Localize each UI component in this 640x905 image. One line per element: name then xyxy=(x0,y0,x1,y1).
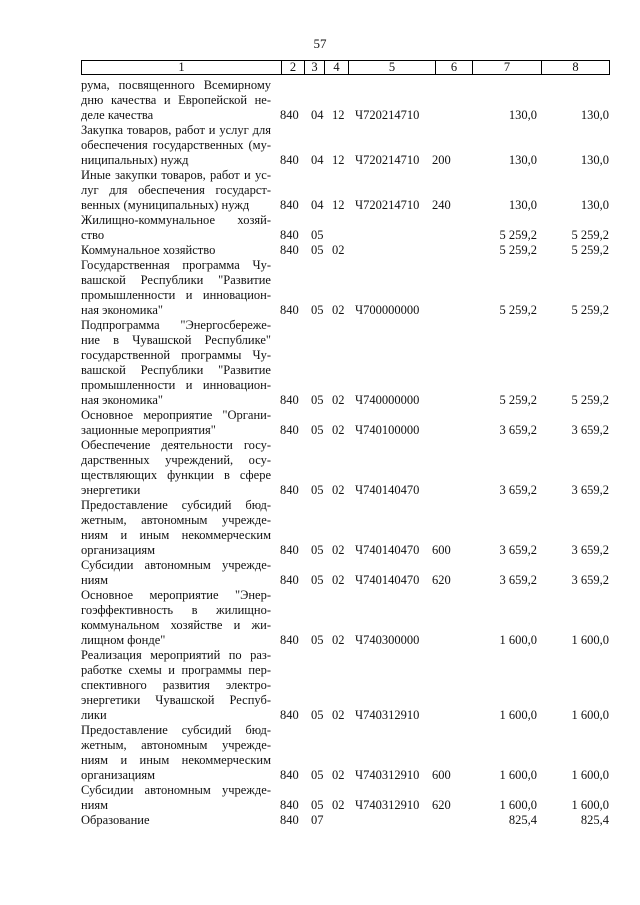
row-description xyxy=(81,123,271,168)
row-code-target-article: Ч740300000 xyxy=(355,633,420,647)
row-amount-year-1: 1 600,0 xyxy=(499,768,537,782)
table-body xyxy=(81,78,610,828)
description-line: обеспечения государственных (му- xyxy=(81,138,271,152)
row-code-ministry: 840 xyxy=(280,153,299,167)
row-code-section: 05 xyxy=(311,423,324,437)
description-line: промышленности и инновацион- xyxy=(81,378,271,392)
description-line: спективного развития электро- xyxy=(81,678,271,692)
row-amount-year-2: 5 259,2 xyxy=(571,228,609,242)
row-amount-year-1: 5 259,2 xyxy=(499,393,537,407)
description-line: энергетики Чувашской Респуб- xyxy=(81,693,271,707)
row-amount-year-2: 5 259,2 xyxy=(571,243,609,257)
header-col-5: 5 xyxy=(348,61,435,74)
description-line: Образование xyxy=(81,813,150,827)
table-header xyxy=(81,60,610,75)
row-code-ministry: 840 xyxy=(280,483,299,497)
row-code-subsection: 02 xyxy=(332,708,345,722)
row-code-ministry: 840 xyxy=(280,573,299,587)
row-amount-year-1: 130,0 xyxy=(508,153,537,167)
row-code-section: 05 xyxy=(311,768,324,782)
row-description xyxy=(81,498,271,558)
row-code-subsection: 12 xyxy=(332,198,345,212)
description-line: коммунальном хозяйстве и жи- xyxy=(81,618,271,632)
row-code-section: 05 xyxy=(311,798,324,812)
table-row xyxy=(81,648,610,723)
row-description xyxy=(81,723,271,783)
description-line: ние в Чувашской Республике" xyxy=(81,333,271,347)
header-col-7: 7 xyxy=(472,61,541,74)
description-line: ниям xyxy=(81,798,109,812)
description-line: Основное мероприятие "Органи- xyxy=(81,408,271,422)
row-amount-year-1: 5 259,2 xyxy=(499,228,537,242)
row-code-ministry: 840 xyxy=(280,423,299,437)
row-code-expense-type: 600 xyxy=(432,768,451,782)
header-col-3: 3 xyxy=(304,61,324,74)
table-row xyxy=(81,213,610,243)
row-code-section: 05 xyxy=(311,708,324,722)
row-amount-year-2: 1 600,0 xyxy=(571,633,609,647)
row-code-target-article: Ч740140470 xyxy=(355,483,420,497)
description-line: деле качества xyxy=(81,108,154,122)
row-code-target-article: Ч740312910 xyxy=(355,768,420,782)
table-row xyxy=(81,438,610,498)
row-code-ministry: 840 xyxy=(280,798,299,812)
row-amount-year-2: 130,0 xyxy=(580,153,609,167)
row-code-section: 05 xyxy=(311,573,324,587)
description-line: организациям xyxy=(81,768,156,782)
row-code-section: 05 xyxy=(311,483,324,497)
description-line: гоэффективность в жилищно- xyxy=(81,603,271,617)
header-col-4: 4 xyxy=(324,61,348,74)
row-amount-year-1: 825,4 xyxy=(508,813,537,827)
description-line: Основное мероприятие "Энер- xyxy=(81,588,271,602)
description-line: рума, посвященного Всемирному xyxy=(81,78,271,92)
table-row xyxy=(81,123,610,168)
description-line: Предоставление субсидий бюд- xyxy=(81,498,271,512)
row-amount-year-2: 1 600,0 xyxy=(571,768,609,782)
table-row xyxy=(81,408,610,438)
description-line: Субсидии автономным учрежде- xyxy=(81,783,271,797)
table-row xyxy=(81,498,610,558)
row-amount-year-1: 130,0 xyxy=(508,198,537,212)
description-line: лики xyxy=(81,708,107,722)
table-row xyxy=(81,318,610,408)
description-line: Коммунальное хозяйство xyxy=(81,243,216,257)
row-code-ministry: 840 xyxy=(280,393,299,407)
table-row xyxy=(81,168,610,213)
table-row xyxy=(81,558,610,588)
header-col-2: 2 xyxy=(281,61,304,74)
row-code-target-article: Ч740312910 xyxy=(355,798,420,812)
row-amount-year-1: 3 659,2 xyxy=(499,423,537,437)
row-description xyxy=(81,813,271,828)
row-amount-year-2: 5 259,2 xyxy=(571,303,609,317)
description-line: Реализация мероприятий по раз- xyxy=(81,648,271,662)
row-code-section: 04 xyxy=(311,153,324,167)
header-col-8: 8 xyxy=(541,61,609,74)
row-description xyxy=(81,438,271,498)
row-code-subsection: 02 xyxy=(332,573,345,587)
description-line: Подпрограмма "Энергосбереже- xyxy=(81,318,271,332)
row-amount-year-2: 825,4 xyxy=(580,813,609,827)
row-amount-year-2: 3 659,2 xyxy=(571,483,609,497)
row-amount-year-1: 5 259,2 xyxy=(499,243,537,257)
row-code-section: 07 xyxy=(311,813,324,827)
row-code-target-article: Ч720214710 xyxy=(355,198,420,212)
description-line: ство xyxy=(81,228,105,242)
row-code-ministry: 840 xyxy=(280,633,299,647)
description-line: ниям xyxy=(81,573,109,587)
description-line: луг для обеспечения государст- xyxy=(81,183,271,197)
row-code-ministry: 840 xyxy=(280,768,299,782)
row-description xyxy=(81,408,271,438)
description-line: ная экономика" xyxy=(81,393,164,407)
page-number: 57 xyxy=(313,36,327,51)
row-code-expense-type: 620 xyxy=(432,798,451,812)
row-code-target-article: Ч740140470 xyxy=(355,573,420,587)
row-code-subsection: 12 xyxy=(332,153,345,167)
description-line: организациям xyxy=(81,543,156,557)
row-code-subsection: 02 xyxy=(332,423,345,437)
row-code-subsection: 12 xyxy=(332,108,345,122)
row-code-subsection: 02 xyxy=(332,798,345,812)
description-line: зационные мероприятия" xyxy=(81,423,216,437)
row-code-target-article: Ч740000000 xyxy=(355,393,420,407)
row-code-section: 04 xyxy=(311,108,324,122)
row-code-subsection: 02 xyxy=(332,543,345,557)
table-row xyxy=(81,588,610,648)
row-amount-year-2: 3 659,2 xyxy=(571,543,609,557)
row-code-ministry: 840 xyxy=(280,708,299,722)
row-description xyxy=(81,168,271,213)
row-code-section: 05 xyxy=(311,543,324,557)
row-description xyxy=(81,243,271,258)
row-description xyxy=(81,258,271,318)
row-code-ministry: 840 xyxy=(280,228,299,242)
row-code-target-article: Ч720214710 xyxy=(355,153,420,167)
description-line: лищном фонде" xyxy=(81,633,166,647)
row-code-ministry: 840 xyxy=(280,543,299,557)
row-description xyxy=(81,318,271,408)
description-line: Обеспечение деятельности госу- xyxy=(81,438,271,452)
table-row xyxy=(81,813,610,828)
table-row xyxy=(81,258,610,318)
row-code-target-article: Ч740312910 xyxy=(355,708,420,722)
description-line: вашской Республики "Развитие xyxy=(81,273,271,287)
description-line: вашской Республики "Развитие xyxy=(81,363,271,377)
description-line: венных (муниципальных) нужд xyxy=(81,198,250,212)
row-code-target-article: Ч700000000 xyxy=(355,303,420,317)
description-line: жетным, автономным учрежде- xyxy=(81,513,271,527)
row-description xyxy=(81,648,271,723)
row-code-expense-type: 200 xyxy=(432,153,451,167)
row-code-section: 05 xyxy=(311,393,324,407)
table-row xyxy=(81,723,610,783)
row-amount-year-1: 130,0 xyxy=(508,108,537,122)
row-code-expense-type: 600 xyxy=(432,543,451,557)
table-row xyxy=(81,243,610,258)
row-code-subsection: 02 xyxy=(332,243,345,257)
row-amount-year-1: 1 600,0 xyxy=(499,633,537,647)
row-code-ministry: 840 xyxy=(280,243,299,257)
description-line: ниям и иным некоммерческим xyxy=(81,528,271,542)
row-amount-year-2: 3 659,2 xyxy=(571,573,609,587)
row-description xyxy=(81,78,271,123)
description-line: Жилищно-коммунальное хозяй- xyxy=(81,213,271,227)
row-amount-year-2: 3 659,2 xyxy=(571,423,609,437)
row-code-subsection: 02 xyxy=(332,483,345,497)
row-amount-year-2: 1 600,0 xyxy=(571,798,609,812)
description-line: энергетики xyxy=(81,483,141,497)
row-description xyxy=(81,558,271,588)
description-line: Иные закупки товаров, работ и ус- xyxy=(81,168,271,182)
description-line: Субсидии автономным учрежде- xyxy=(81,558,271,572)
table-row xyxy=(81,783,610,813)
row-description xyxy=(81,588,271,648)
row-code-target-article: Ч720214710 xyxy=(355,108,420,122)
row-amount-year-1: 5 259,2 xyxy=(499,303,537,317)
row-code-subsection: 02 xyxy=(332,303,345,317)
row-amount-year-1: 3 659,2 xyxy=(499,573,537,587)
row-code-ministry: 840 xyxy=(280,108,299,122)
description-line: ниям и иным некоммерческим xyxy=(81,753,271,767)
row-code-subsection: 02 xyxy=(332,768,345,782)
row-amount-year-2: 130,0 xyxy=(580,108,609,122)
description-line: ществляющих функции в сфере xyxy=(81,468,271,482)
row-code-target-article: Ч740140470 xyxy=(355,543,420,557)
row-code-ministry: 840 xyxy=(280,813,299,827)
row-code-subsection: 02 xyxy=(332,633,345,647)
row-code-subsection: 02 xyxy=(332,393,345,407)
description-line: государственной программы Чу- xyxy=(81,348,271,362)
description-line: ниципальных) нужд xyxy=(81,153,189,167)
table-row xyxy=(81,78,610,123)
row-code-expense-type: 240 xyxy=(432,198,451,212)
description-line: Предоставление субсидий бюд- xyxy=(81,723,271,737)
description-line: промышленности и инновацион- xyxy=(81,288,271,302)
description-line: дню качества и Европейской не- xyxy=(81,93,271,107)
row-code-section: 05 xyxy=(311,228,324,242)
row-description xyxy=(81,213,271,243)
row-amount-year-1: 3 659,2 xyxy=(499,543,537,557)
row-description xyxy=(81,783,271,813)
row-amount-year-1: 1 600,0 xyxy=(499,708,537,722)
description-line: Государственная программа Чу- xyxy=(81,258,271,272)
row-code-expense-type: 620 xyxy=(432,573,451,587)
row-code-section: 05 xyxy=(311,633,324,647)
description-line: работке схемы и программы пер- xyxy=(81,663,271,677)
description-line: Закупка товаров, работ и услуг для xyxy=(81,123,271,137)
row-code-target-article: Ч740100000 xyxy=(355,423,420,437)
row-code-section: 05 xyxy=(311,303,324,317)
description-line: ная экономика" xyxy=(81,303,164,317)
row-amount-year-2: 5 259,2 xyxy=(571,393,609,407)
row-amount-year-1: 1 600,0 xyxy=(499,798,537,812)
header-col-6: 6 xyxy=(435,61,472,74)
row-code-ministry: 840 xyxy=(280,303,299,317)
description-line: жетным, автономным учрежде- xyxy=(81,738,271,752)
description-line: дарственных учреждений, осу- xyxy=(81,453,271,467)
row-code-section: 05 xyxy=(311,243,324,257)
row-amount-year-1: 3 659,2 xyxy=(499,483,537,497)
row-amount-year-2: 1 600,0 xyxy=(571,708,609,722)
header-col-1: 1 xyxy=(178,60,185,74)
row-code-section: 04 xyxy=(311,198,324,212)
row-amount-year-2: 130,0 xyxy=(580,198,609,212)
row-code-ministry: 840 xyxy=(280,198,299,212)
